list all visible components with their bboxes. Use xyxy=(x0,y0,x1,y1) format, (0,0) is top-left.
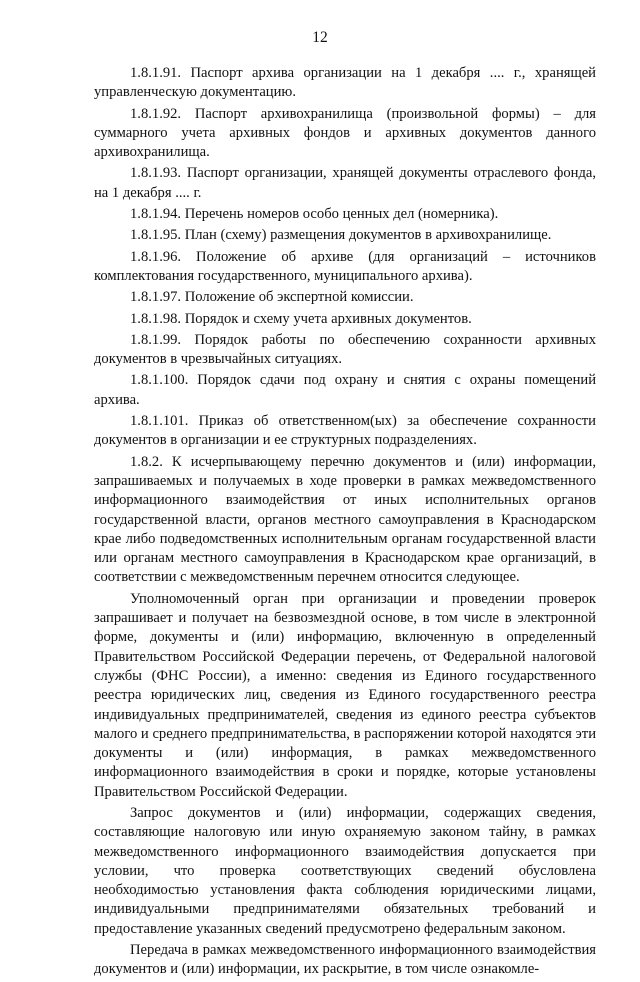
paragraph-1-8-1-97: 1.8.1.97. Положение об экспертной комиссии. xyxy=(130,289,414,306)
paragraph-transfer: Передача в рамках межведомственного информационного взаимодействия документов и (или) информации, их раскрытие, в том числе ознакомле- xyxy=(94,942,596,978)
paragraph-1-8-1-95: 1.8.1.95. План (схему) размещения документов в архивохранилище. xyxy=(130,227,552,244)
paragraph-1-8-1-93: 1.8.1.93. Паспорт организации, хранящей документы отраслевого фонда, на 1 декабря .... г. xyxy=(94,165,596,201)
paragraph-request-documents: Запрос документов и (или) информации, содержащих сведения, составляющие налоговую или иную охраняемую законом тайну, в рамках межведомственного информационного взаимодействия допускается при условии, что проверка соответствующих сведений обусловлена необходимостью установления факта соблюдения юридическими лицами, индивидуальными предпринимателями обязательных требований и предоставление указанных сведений предусмотрено федеральным законом. xyxy=(94,804,596,937)
paragraph-1-8-1-92: 1.8.1.92. Паспорт архивохранилища (произвольной формы) – для суммарного учета архивных фондов и архивных документов данного архивохранилища. xyxy=(94,105,596,161)
page-number: 12 xyxy=(312,29,328,46)
paragraph-1-8-1-99: 1.8.1.99. Порядок работы по обеспечению сохранности архивных документов в чрезвычайных ситуациях. xyxy=(94,331,596,368)
paragraph-1-8-1-101: 1.8.1.101. Приказ об ответственном(ых) за обеспечение сохранности документов в организации и ее структурных подразделениях. xyxy=(94,413,596,449)
document-body xyxy=(94,64,596,982)
paragraph-1-8-1-94: 1.8.1.94. Перечень номеров особо ценных дел (номерника). xyxy=(130,206,499,223)
paragraph-1-8-1-98: 1.8.1.98. Порядок и схему учета архивных документов. xyxy=(130,310,472,327)
paragraph-1-8-2: 1.8.2. К исчерпывающему перечню документов и (или) информации, запрашиваемых и получаемых в ходе проверки в рамках межведомственного информационного взаимодействия от иных исполнительных органов государственной власти, органов местного самоуправления в Краснодарском крае либо подведомственных исполнительным органам государственной власти или органам местного самоуправления в Краснодарском крае организаций, в соответствии с межведомственным перечнем относится следующее. xyxy=(94,453,596,586)
paragraph-1-8-1-91: 1.8.1.91. Паспорт архива организации на 1 декабря .... г., хранящей управленческую документацию. xyxy=(94,65,596,101)
paragraph-authorized-body: Уполномоченный орган при организации и проведении проверок запрашивает и получает на безвозмездной основе, в том числе в электронной форме, документы и (или) информацию, включенную в определенный Правительством Российской Федерации перечень, от Федеральной налоговой службы (ФНС России), а именно: сведения из Единого государственного реестра юридических лиц, сведения из Единого государственного реестра индивидуальных предпринимателей, сведения из единого реестра субъектов малого и среднего предпринимательства, в распоряжении которой находятся эти документы и (или) информация, в рамках межведомственного информационного взаимодействия в сроки и порядке, которые установлены Правительством Российской Федерации. xyxy=(94,590,596,800)
paragraph-1-8-1-96: 1.8.1.96. Положение об архиве (для организаций – источников комплектования государственного, муниципального архива). xyxy=(94,248,596,284)
paragraph-1-8-1-100: 1.8.1.100. Порядок сдачи под охрану и снятия с охраны помещений архива. xyxy=(94,372,596,408)
